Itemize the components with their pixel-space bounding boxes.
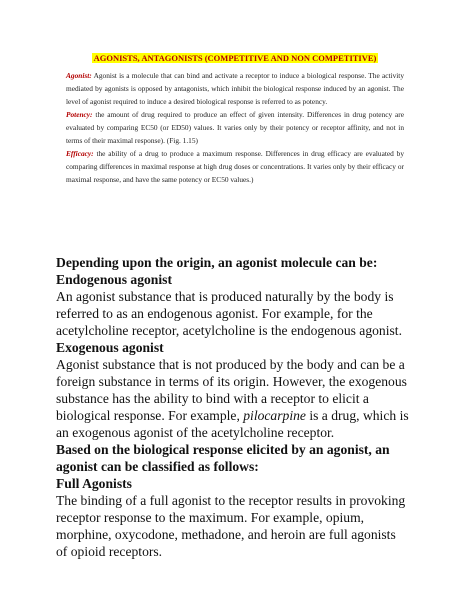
potency-term: Potency: [66, 110, 93, 120]
exogenous-line-3: substance has the ability to bind with a receptor to elicit a [56, 391, 369, 406]
efficacy-term: Efficacy: [66, 149, 94, 159]
endogenous-line-2: referred to as an endogenous agonist. For example, for the [56, 306, 373, 321]
pilocarpine-term: pilocarpine [243, 408, 306, 423]
classification-heading-1: Based on the biological response elicited by an agonist, an [56, 442, 390, 457]
agonist-paragraph [66, 69, 404, 108]
origin-heading: Depending upon the origin, an agonist molecule can be: [56, 255, 378, 270]
efficacy-definition: the ability of a drug to produce a maximum response. Differences in drug efficacy are evaluated by comparing differences in maximal response at high drug doses or concentrations. It varies only by their efficacy or maximal response, and have the same potency or EC50 values.) [66, 149, 405, 185]
full-agonists-heading: Full Agonists [56, 476, 132, 491]
main-text [56, 254, 421, 560]
exogenous-line-5: an exogenous agonist of the acetylcholine receptor. [56, 425, 335, 440]
scan-heading-text: AGONISTS, ANTAGONISTS (COMPETITIVE AND NON COMPETITIVE) [93, 53, 377, 63]
exogenous-line-2: foreign substance in terms of its origin. However, the exogenous [56, 374, 407, 389]
full-agonists-line-2: receptor response to the maximum. For example, opium, [56, 510, 365, 525]
agonist-term: Agonist: [66, 71, 92, 80]
exogenous-line-1: Agonist substance that is not produced by the body and can be a [56, 357, 405, 372]
scan-heading [66, 52, 404, 64]
classification-heading-2: agonist can be classified as follows: [56, 459, 259, 474]
full-agonists-line-4: of opioid receptors. [56, 544, 163, 559]
full-agonists-line-3: morphine, oxycodone, methadone, and heroin are full agonists [56, 527, 396, 542]
exogenous-heading: Exogenous agonist [56, 340, 164, 355]
endogenous-heading: Endogenous agonist [56, 272, 172, 287]
scanned-excerpt [66, 69, 404, 186]
exogenous-line-4c: is a drug, which is [305, 408, 409, 423]
potency-paragraph [66, 108, 404, 147]
exogenous-line-4a: biological response. For example, [56, 408, 244, 423]
efficacy-paragraph [66, 147, 404, 186]
endogenous-line-3: acetylcholine receptor, acetylcholine is the endogenous agonist. [56, 323, 402, 338]
agonist-definition: Agonist is a molecule that can bind and activate a receptor to induce a biological response. The activity mediated by agonists is opposed by antagonists, which inhibit the biological response induced by an agonist. The level of agonist required to induce a desired biological response is referred to as potency. [66, 71, 404, 107]
exogenous-line-4 [56, 407, 421, 424]
potency-definition: the amount of drug required to produce an effect of given intensity. Differences in drug potency are evaluated by comparing EC50 (or ED50) values. It varies only by their potency or receptor affinity, and not in terms of their maximal response). (Fig. 1.15) [66, 110, 404, 146]
endogenous-line-1: An agonist substance that is produced naturally by the body is [56, 289, 394, 304]
full-agonists-line-1: The binding of a full agonist to the receptor results in provoking [56, 493, 406, 508]
